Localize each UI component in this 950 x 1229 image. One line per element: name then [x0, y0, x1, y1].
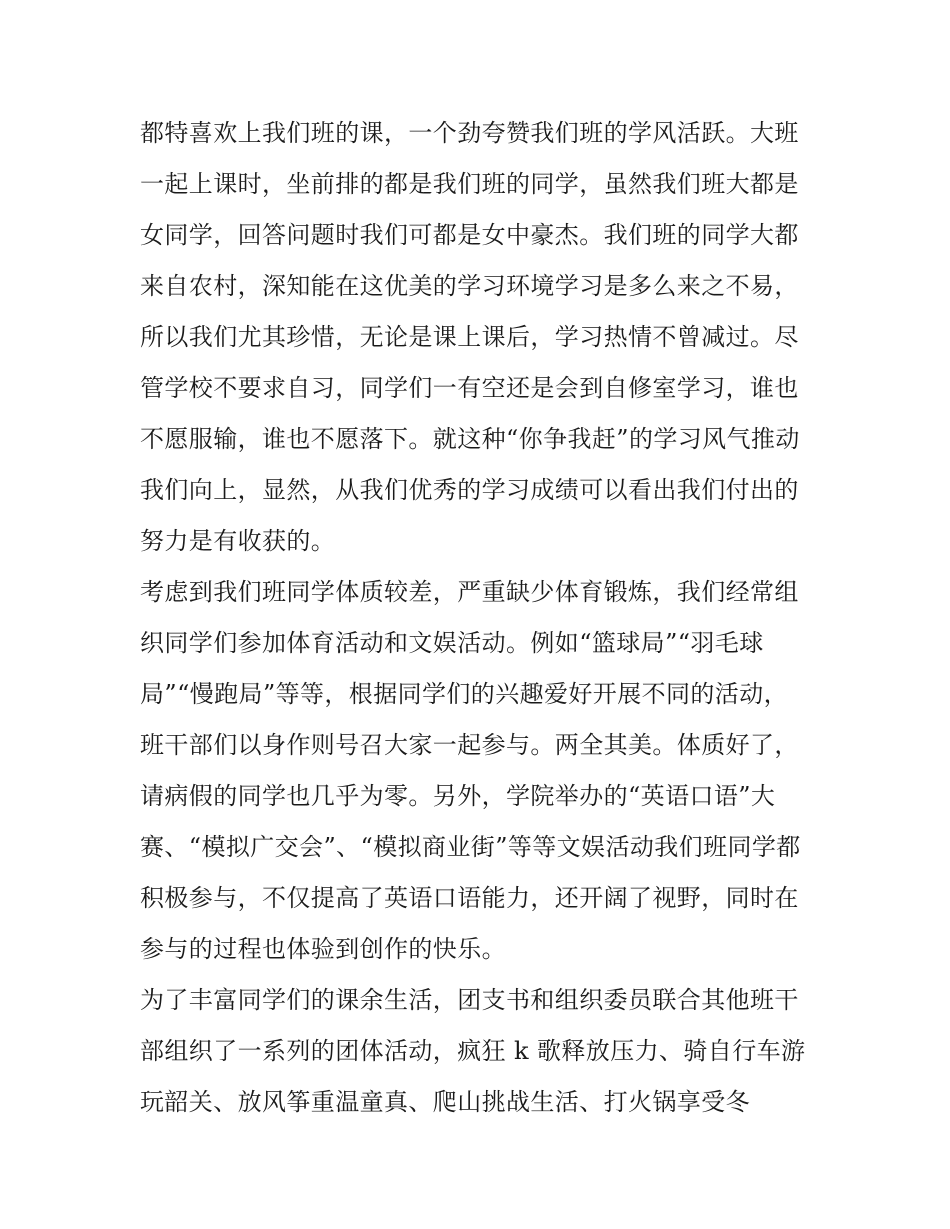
text-line: 所以我们尤其珍惜，无论是课上课后，学习热情不曾减过。尽 — [140, 323, 799, 351]
text-line: 班干部们以身作则号召大家一起参与。两全其美。体质好了， — [140, 731, 799, 759]
text-line: 努力是有收获的。 — [140, 527, 336, 555]
text-line: 织同学们参加体育活动和文娱活动。例如“篮球局”“羽毛球 — [140, 629, 764, 657]
text-line: 参与的过程也体验到创作的快乐。 — [140, 935, 506, 963]
text-line: 为了丰富同学们的课余生活，团支书和组织委员联合其他班干 — [140, 986, 799, 1014]
text-line: 请病假的同学也几乎为零。另外，学院举办的“英语口语”大 — [140, 782, 776, 810]
text-line: 一起上课时，坐前排的都是我们班的同学，虽然我们班大都是 — [140, 170, 799, 198]
text-line: 来自农村，深知能在这优美的学习环境学习是多么来之不易， — [140, 272, 799, 300]
text-line: 管学校不要求自习，同学们一有空还是会到自修室学习，谁也 — [140, 374, 799, 402]
text-line: 局”“慢跑局”等等，根据同学们的兴趣爱好开展不同的活动， — [140, 680, 789, 708]
text-line: 玩韶关、放风筝重温童真、爬山挑战生活、打火锅享受冬 — [140, 1088, 750, 1116]
text-line: 不愿服输，谁也不愿落下。就这种“你争我赶”的学习风气推动 — [140, 425, 800, 453]
text-line: 赛、“模拟广交会”、“模拟商业街”等等文娱活动我们班同学都 — [140, 833, 801, 861]
text-line: 部组织了一系列的团体活动，疯狂 k 歌释放压力、骑自行车游 — [140, 1037, 806, 1065]
text-line: 积极参与，不仅提高了英语口语能力，还开阔了视野，同时在 — [140, 884, 799, 912]
text-line: 女同学，回答问题时我们可都是女中豪杰。我们班的同学大都 — [140, 221, 799, 249]
document-body — [140, 108, 816, 1128]
text-line: 都特喜欢上我们班的课，一个劲夸赞我们班的学风活跃。大班 — [140, 119, 799, 147]
text-line: 我们向上，显然，从我们优秀的学习成绩可以看出我们付出的 — [140, 476, 799, 504]
text-line: 考虑到我们班同学体质较差，严重缺少体育锻炼，我们经常组 — [140, 578, 799, 606]
